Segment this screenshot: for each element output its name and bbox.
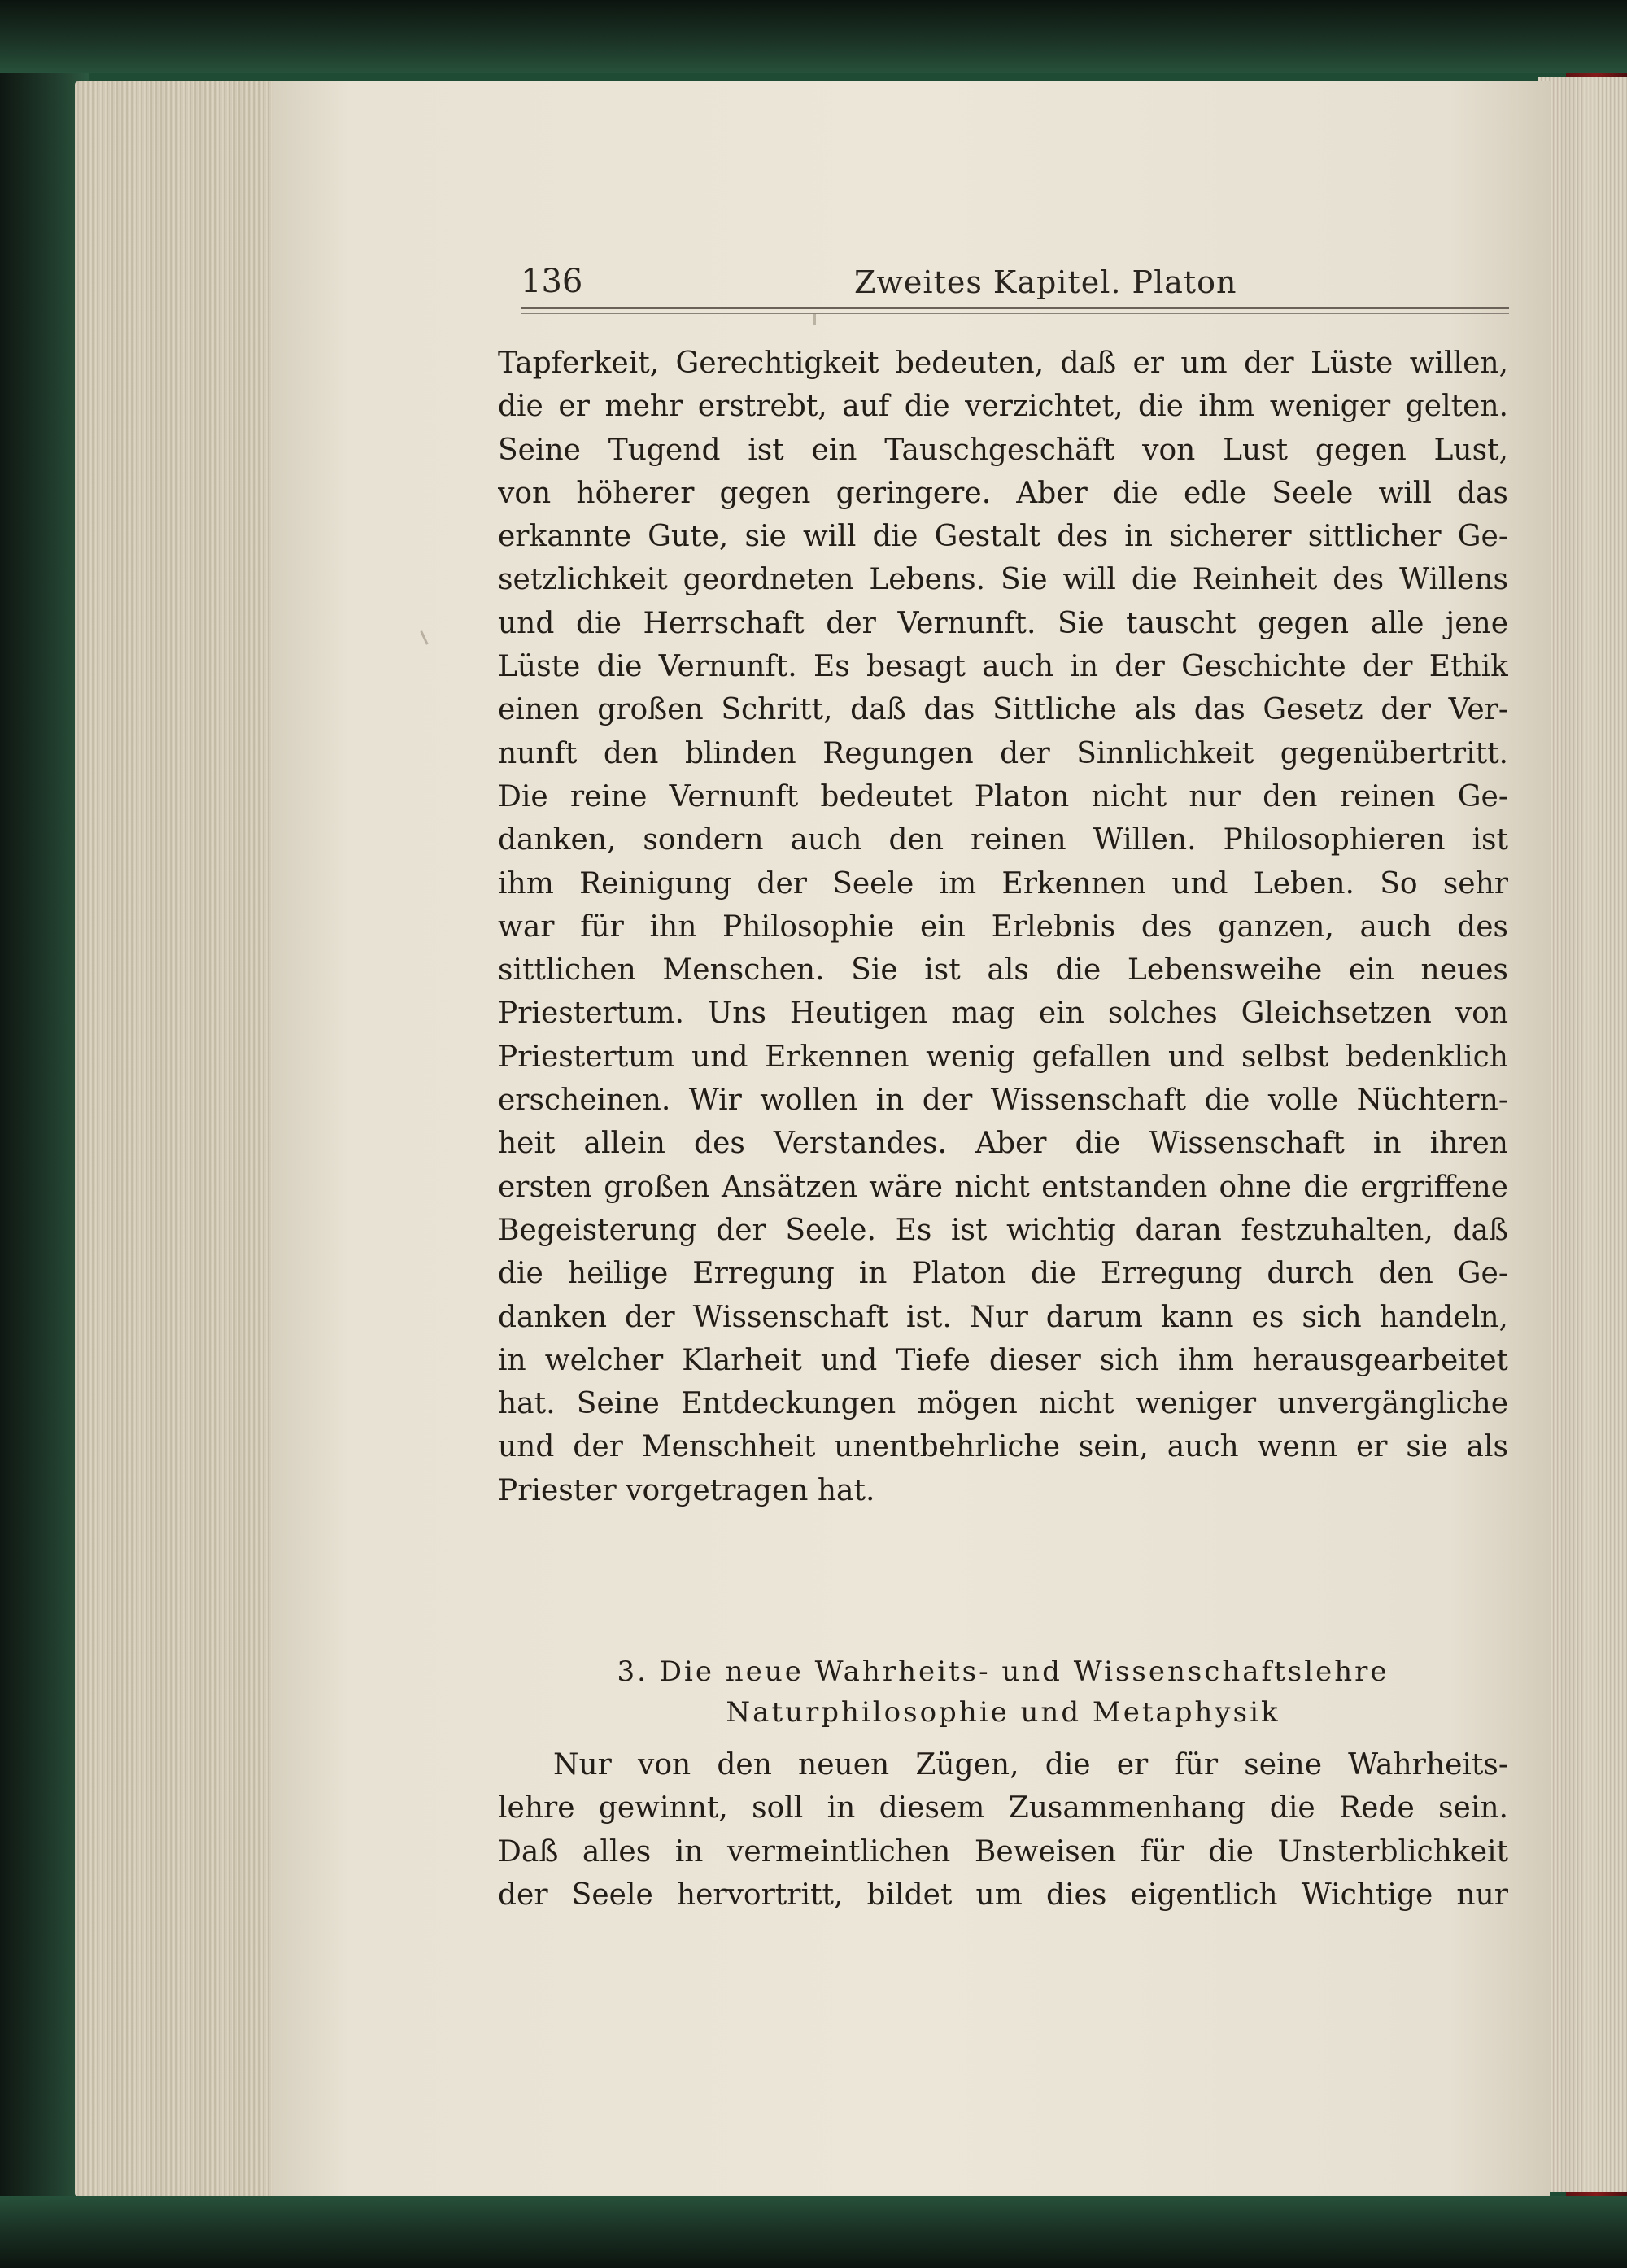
running-head: Zweites Kapitel. Platon [854, 264, 1237, 300]
text-line: setzlichkeit geordneten Lebens. Sie will die Reinheit des Willens [498, 563, 1508, 597]
header-rule-top [521, 307, 1509, 309]
text-line: Seine Tugend ist ein Tauschgeschäft von Lust gegen Lust, [498, 433, 1508, 467]
text-line: und die Herrschaft der Vernunft. Sie tauscht gegen alle jene [498, 606, 1508, 640]
text-line: und der Menschheit unentbehrliche sein, auch wenn er sie als [498, 1430, 1508, 1464]
text-line: Tapferkeit, Gerechtigkeit bedeuten, daß er um der Lüste willen, [498, 347, 1508, 380]
section-subtitle: Naturphilosophie und Metaphysik [726, 1696, 1280, 1729]
text-line: nunft den blinden Regungen der Sinnlichkeit gegenübertritt. [498, 736, 1508, 770]
book-cover-top [0, 0, 1627, 73]
text-line: in welcher Klarheit und Tiefe dieser sich ihm herausgearbeitet [498, 1343, 1508, 1377]
facing-page-edge [1538, 77, 1627, 2192]
text-line: die heilige Erregung in Platon die Erregung durch den Ge- [498, 1257, 1508, 1291]
text-line: Die reine Vernunft bedeutet Platon nicht nur den reinen Ge- [498, 779, 1508, 813]
text-line: einen großen Schritt, daß das Sittliche als das Gesetz der Ver- [498, 693, 1508, 727]
text-line: von höherer gegen geringere. Aber die edle Seele will das [498, 476, 1508, 510]
section-paragraph [498, 1743, 1508, 1917]
text-line: Priestertum. Uns Heutigen mag ein solches Gleichsetzen von [498, 997, 1508, 1031]
text-line: Begeisterung der Seele. Es ist wichtig daran festzuhalten, daß [498, 1213, 1508, 1247]
section-title: 3. Die neue Wahrheits- und Wissenschaftslehre [617, 1655, 1389, 1688]
text-line: lehre gewinnt, soll in diesem Zusammenhang die Rede sein. [498, 1791, 1508, 1825]
text-line: danken der Wissenschaft ist. Nur darum kann es sich handeln, [498, 1300, 1508, 1334]
text-line: hat. Seine Entdeckungen mögen nicht weniger unvergängliche [498, 1387, 1508, 1421]
text-line: ersten großen Ansätzen wäre nicht entstanden ohne die ergriffene [498, 1170, 1508, 1204]
text-line: Lüste die Vernunft. Es besagt auch in der Geschichte der Ethik [498, 650, 1508, 684]
text-line: ihm Reinigung der Seele im Erkennen und Leben. So sehr [498, 866, 1508, 901]
text-line: erkannte Gute, sie will die Gestalt des in sicherer sittlicher Ge- [498, 520, 1508, 554]
text-line: Nur von den neuen Zügen, die er für seine Wahrheits- [553, 1748, 1508, 1782]
header-rule-bottom [521, 313, 1509, 314]
text-line: Priestertum und Erkennen wenig gefallen und selbst bedenklich [498, 1040, 1508, 1074]
text-line: erscheinen. Wir wollen in der Wissenschaft die volle Nüchtern- [498, 1084, 1508, 1118]
page-stack-edge [75, 81, 278, 2196]
text-line: Daß alles in vermeintlichen Beweisen für die Unsterblichkeit [498, 1834, 1508, 1869]
text-line: war für ihn Philosophie ein Erlebnis des ganzen, auch des [498, 909, 1508, 944]
page-number: 136 [521, 263, 583, 300]
text-line: heit allein des Verstandes. Aber die Wissenschaft in ihren [498, 1127, 1508, 1161]
body-paragraph [498, 342, 1508, 1512]
section-heading [498, 1651, 1508, 1733]
text-line: Priester vorgetragen hat. [498, 1473, 875, 1507]
text-line: der Seele hervortritt, bildet um dies eigentlich Wichtige nur [498, 1878, 1508, 1912]
text-line: die er mehr erstrebt, auf die verzichtet, die ihm weniger gelten. [498, 390, 1508, 424]
text-line: sittlichen Menschen. Sie ist als die Lebensweihe ein neues [498, 953, 1508, 988]
text-line: danken, sondern auch den reinen Willen. Philosophieren ist [498, 823, 1508, 857]
page-header [521, 263, 1509, 312]
paper-speck [814, 314, 816, 325]
book-cover-bottom [0, 2196, 1627, 2268]
